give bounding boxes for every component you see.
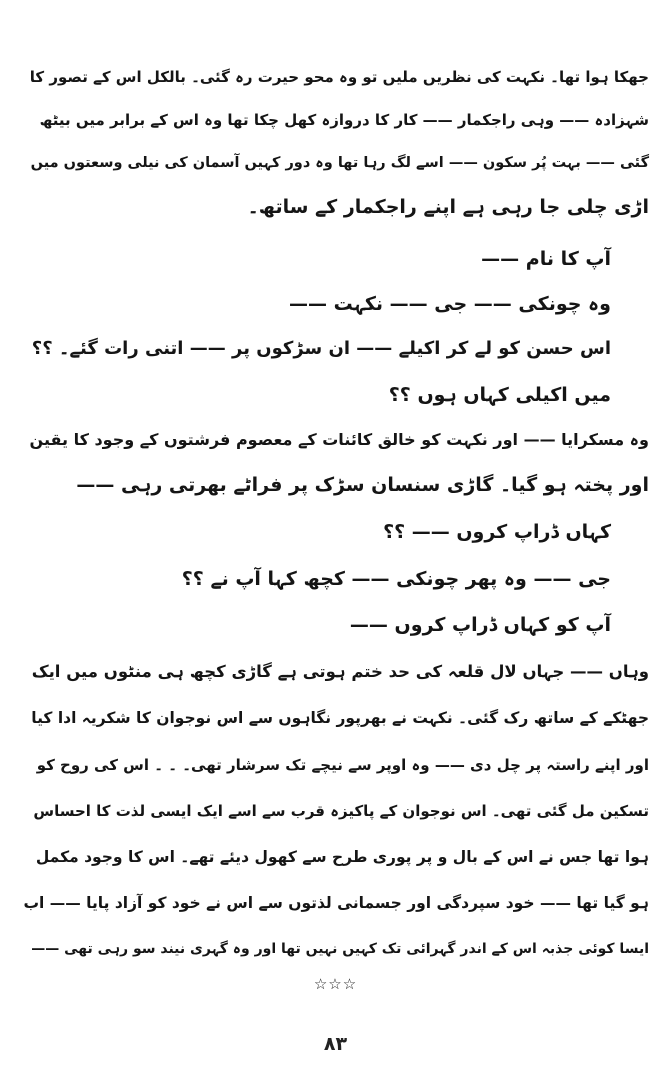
text-line-4: اڑی چلی جا رہی ہے اپنے راجکمار کے ساتھ۔ xyxy=(247,196,649,218)
text-line-3: گئی —— بہت پُر سکون —— اسے لگ رہا تھا وہ دور کہیں آسمان کی نیلی وسعتوں میں xyxy=(30,155,649,171)
text-line-17: تسکین مل گئی تھی۔ اس نوجوان کے پاکیزہ قرب سے اسے ایک ایسی لذت کا احساس xyxy=(33,802,649,820)
page-number: ۸۳ xyxy=(323,1033,348,1055)
section-break-stars: ☆☆☆ xyxy=(313,975,358,993)
text-line-13: آپ کو کہاں ڈراپ کروں —— xyxy=(349,614,611,636)
text-line-12: جی —— وہ پھر چونکی —— کچھ کہا آپ نے ؟؟ xyxy=(181,568,611,590)
text-line-11: کہاں ڈراپ کروں —— ؟؟ xyxy=(383,521,611,543)
text-line-6: وہ چونکی —— جی —— نکہت —— xyxy=(289,293,611,315)
text-line-20: ایسا کوئی جذبہ اس کے اندر گہرائی تک کہیں نہیں تھا اور وہ گہری نیند سو رہی تھی —— xyxy=(31,941,649,957)
text-line-2: شہزادہ —— وہی راجکمار —— کار کا دروازہ کھل چکا تھا وہ اس کے برابر میں بیٹھ xyxy=(39,111,649,129)
text-line-10: اور پختہ ہو گیا۔ گاڑی سنسان سڑک پر فراٹے بھرتی رہی —— xyxy=(76,474,649,496)
text-line-16: اور اپنے راستہ پر چل دی —— وہ اوپر سے نیچے تک سرشار تھی۔ ۔ ۔ اس کی روح کو xyxy=(36,756,649,774)
text-line-5: آپ کا نام —— xyxy=(481,248,611,270)
text-line-8: میں اکیلی کہاں ہوں ؟؟ xyxy=(388,384,611,406)
text-line-19: ہو گیا تھا —— خود سپردگی اور جسمانی لذتوں سے اس نے خود کو آزاد پایا —— اب xyxy=(23,894,649,912)
text-line-1: جھکا ہوا تھا۔ نکہت کی نظریں ملیں تو وہ محو حیرت رہ گئی۔ بالکل اس کے تصور کا xyxy=(29,68,649,86)
text-line-14: وہاں —— جہاں لال قلعہ کی حد ختم ہوتی ہے گاڑی کچھ ہی منٹوں میں ایک xyxy=(31,662,649,681)
text-line-18: ہوا تھا جس نے اس کے بال و پر پوری طرح سے کھول دیئے تھے۔ اس کا وجود مکمل xyxy=(35,848,649,866)
text-line-7: اس حسن کو لے کر اکیلے —— ان سڑکوں پر —— اتنی رات گئے۔ ؟؟ xyxy=(31,338,611,359)
text-line-9: وہ مسکرایا —— اور نکہت کو خالق کائنات کے معصوم فرشتوں کے وجود کا یقین xyxy=(29,430,649,449)
text-line-15: جھٹکے کے ساتھ رک گئی۔ نکہت نے بھرپور نگاہوں سے اس نوجوان کا شکریہ ادا کیا xyxy=(31,709,649,727)
